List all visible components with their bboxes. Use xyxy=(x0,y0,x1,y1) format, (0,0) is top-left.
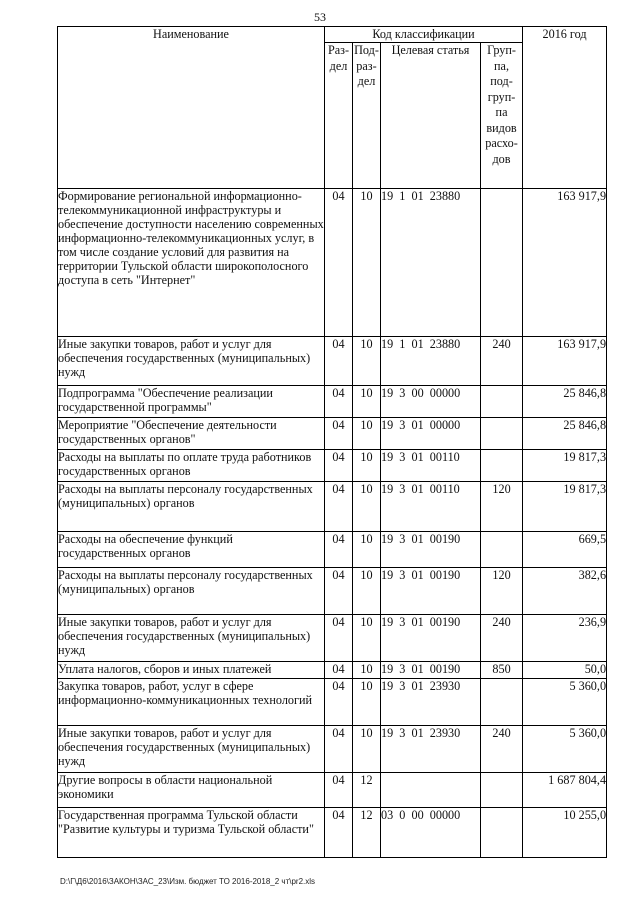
row-expense-group: 240 xyxy=(481,337,523,386)
row-amount: 10 255,0 xyxy=(523,808,607,858)
row-subsection: 12 xyxy=(353,808,381,858)
row-expense-group: 850 xyxy=(481,662,523,679)
row-subsection: 10 xyxy=(353,532,381,568)
row-section: 04 xyxy=(325,450,353,482)
row-target-article: 19 1 01 23880 xyxy=(381,189,481,337)
row-subsection: 10 xyxy=(353,386,381,418)
row-expense-group: 120 xyxy=(481,482,523,532)
row-target-article xyxy=(381,773,481,808)
row-name: Иные закупки товаров, работ и услуг для обеспечения государственных (муниципальных) нужд xyxy=(58,726,325,773)
header-section: Раз- дел xyxy=(325,43,353,189)
row-expense-group: 240 xyxy=(481,615,523,662)
row-name: Подпрограмма "Обеспечение реализации государственной программы" xyxy=(58,386,325,418)
row-section: 04 xyxy=(325,773,353,808)
row-name: Мероприятие "Обеспечение деятельности государственных органов" xyxy=(58,418,325,450)
row-section: 04 xyxy=(325,662,353,679)
row-name: Другие вопросы в области национальной экономики xyxy=(58,773,325,808)
row-expense-group xyxy=(481,773,523,808)
row-section: 04 xyxy=(325,808,353,858)
row-expense-group xyxy=(481,532,523,568)
row-target-article: 19 3 01 00190 xyxy=(381,568,481,615)
table-row xyxy=(58,615,607,662)
row-expense-group xyxy=(481,679,523,726)
table-row xyxy=(58,189,607,337)
row-amount: 1 687 804,4 xyxy=(523,773,607,808)
header-row-top xyxy=(58,27,607,43)
page-number: 53 xyxy=(314,10,326,24)
row-section: 04 xyxy=(325,386,353,418)
row-subsection: 10 xyxy=(353,482,381,532)
row-name: Формирование региональной информационно-телекоммуникационной инфраструктуры и обеспечение доступности населению современных информационно-телекоммуникационных услуг, в том числе создание условий для развития на территории Тульской области широкополосного доступа в сеть "Интернет" xyxy=(58,189,325,337)
row-section: 04 xyxy=(325,568,353,615)
row-section: 04 xyxy=(325,532,353,568)
row-name: Расходы на выплаты персоналу государственных (муниципальных) органов xyxy=(58,568,325,615)
row-expense-group xyxy=(481,418,523,450)
budget-table xyxy=(57,26,607,858)
row-amount: 5 360,0 xyxy=(523,726,607,773)
row-amount: 236,9 xyxy=(523,615,607,662)
row-name: Иные закупки товаров, работ и услуг для обеспечения государственных (муниципальных) нужд xyxy=(58,615,325,662)
row-amount: 19 817,3 xyxy=(523,482,607,532)
row-subsection: 10 xyxy=(353,418,381,450)
row-name: Расходы на выплаты персоналу государственных (муниципальных) органов xyxy=(58,482,325,532)
row-section: 04 xyxy=(325,615,353,662)
row-target-article: 19 3 01 00110 xyxy=(381,482,481,532)
row-subsection: 12 xyxy=(353,773,381,808)
row-name: Государственная программа Тульской области "Развитие культуры и туризма Тульской области" xyxy=(58,808,325,858)
row-subsection: 10 xyxy=(353,189,381,337)
table-row xyxy=(58,662,607,679)
row-target-article: 03 0 00 00000 xyxy=(381,808,481,858)
row-amount: 163 917,9 xyxy=(523,189,607,337)
table-row xyxy=(58,773,607,808)
table-row xyxy=(58,386,607,418)
table-row xyxy=(58,532,607,568)
row-target-article: 19 3 01 23930 xyxy=(381,679,481,726)
row-expense-group xyxy=(481,386,523,418)
row-amount: 163 917,9 xyxy=(523,337,607,386)
row-target-article: 19 3 01 23930 xyxy=(381,726,481,773)
row-target-article: 19 3 01 00190 xyxy=(381,532,481,568)
row-amount: 25 846,8 xyxy=(523,386,607,418)
row-target-article: 19 3 01 00190 xyxy=(381,615,481,662)
row-subsection: 10 xyxy=(353,615,381,662)
table-row xyxy=(58,808,607,858)
row-name: Расходы на выплаты по оплате труда работников государственных органов xyxy=(58,450,325,482)
table-body xyxy=(58,189,607,858)
row-subsection: 10 xyxy=(353,679,381,726)
row-amount: 382,6 xyxy=(523,568,607,615)
row-expense-group: 240 xyxy=(481,726,523,773)
row-amount: 50,0 xyxy=(523,662,607,679)
row-expense-group xyxy=(481,450,523,482)
table-row xyxy=(58,679,607,726)
table-row xyxy=(58,418,607,450)
header-subsection: Под- раз- дел xyxy=(353,43,381,189)
row-expense-group: 120 xyxy=(481,568,523,615)
footer-file-path: D:\Г\Д6\2016\ЗАКОН\ЗАС_23\Изм. бюджет ТО 2016-2018_2 чт\pr2.xls xyxy=(60,877,316,886)
table-row xyxy=(58,337,607,386)
row-name: Уплата налогов, сборов и иных платежей xyxy=(58,662,325,679)
row-subsection: 10 xyxy=(353,337,381,386)
row-expense-group xyxy=(481,189,523,337)
row-subsection: 10 xyxy=(353,726,381,773)
row-section: 04 xyxy=(325,337,353,386)
header-year: 2016 год xyxy=(523,27,607,189)
table-row xyxy=(58,568,607,615)
header-target-article: Целевая статья xyxy=(381,43,481,189)
row-subsection: 10 xyxy=(353,568,381,615)
header-expense-type-group: Груп- па, под- груп- па видов расхо- дов xyxy=(481,43,523,189)
row-section: 04 xyxy=(325,189,353,337)
table-row xyxy=(58,450,607,482)
row-target-article: 19 3 00 00000 xyxy=(381,386,481,418)
row-name: Закупка товаров, работ, услуг в сфере информационно-коммуникационных технологий xyxy=(58,679,325,726)
row-section: 04 xyxy=(325,418,353,450)
header-classification-code: Код классификации xyxy=(325,27,523,43)
row-target-article: 19 3 01 00000 xyxy=(381,418,481,450)
row-amount: 19 817,3 xyxy=(523,450,607,482)
table-row xyxy=(58,726,607,773)
row-subsection: 10 xyxy=(353,662,381,679)
row-amount: 669,5 xyxy=(523,532,607,568)
row-target-article: 19 1 01 23880 xyxy=(381,337,481,386)
row-target-article: 19 3 01 00110 xyxy=(381,450,481,482)
row-section: 04 xyxy=(325,726,353,773)
header-name: Наименование xyxy=(58,27,325,189)
row-section: 04 xyxy=(325,482,353,532)
row-subsection: 10 xyxy=(353,450,381,482)
row-amount: 5 360,0 xyxy=(523,679,607,726)
row-expense-group xyxy=(481,808,523,858)
row-section: 04 xyxy=(325,679,353,726)
row-amount: 25 846,8 xyxy=(523,418,607,450)
table-row xyxy=(58,482,607,532)
row-name: Иные закупки товаров, работ и услуг для обеспечения государственных (муниципальных) нужд xyxy=(58,337,325,386)
row-target-article: 19 3 01 00190 xyxy=(381,662,481,679)
row-name: Расходы на обеспечение функций государственных органов xyxy=(58,532,325,568)
